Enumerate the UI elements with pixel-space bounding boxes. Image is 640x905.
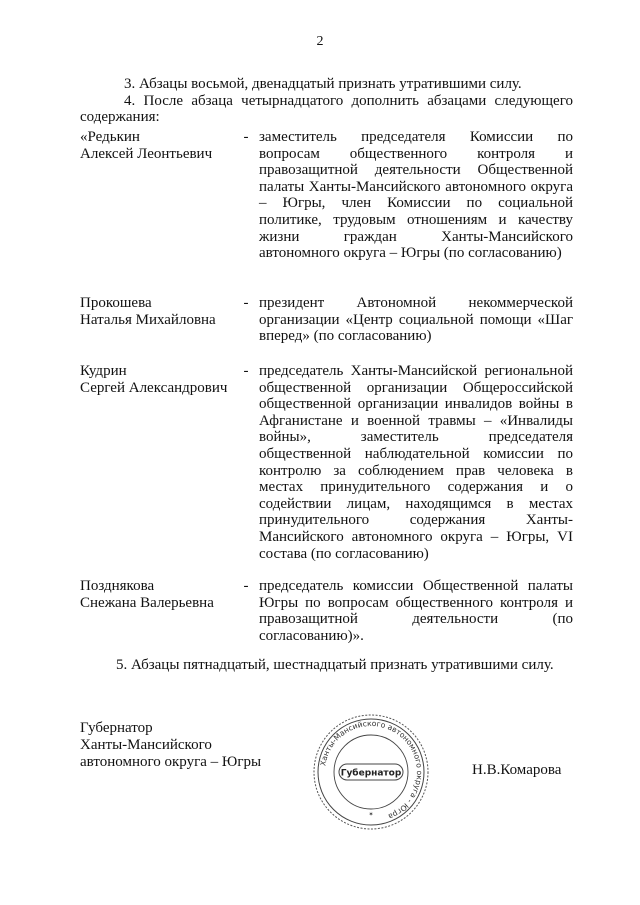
official-seal-stamp	[311, 712, 431, 832]
signatory-title-line: автономного округа – Югры	[80, 754, 262, 770]
member-surname: «Редькин	[80, 129, 140, 145]
member-surname: Позднякова	[80, 578, 155, 594]
member-entry-redkin	[80, 129, 573, 289]
member-given-names: Снежана Валерьевна	[80, 594, 214, 611]
member-surname: Прокошева	[80, 295, 152, 311]
member-dash: -	[243, 578, 249, 594]
member-description: президент Автономной некоммерческой организации «Центр социальной помощи «Шаг вперед» (по согласованию)	[259, 295, 573, 345]
page-number: 2	[316, 34, 324, 49]
member-given-names: Наталья Михайловна	[80, 311, 216, 328]
member-name	[80, 363, 250, 396]
member-given-names: Алексей Леонтьевич	[80, 145, 213, 162]
member-dash: -	[243, 295, 249, 311]
member-description: заместитель председателя Комиссии по вопросам общественного контроля и правозащитной деятельности Общественной палаты Ханты-Мансийского автономного округа – Югры, член Комиссии по социальной политике, трудовым отношениям и качеству жизни граждан Ханты-Мансийского автономного округа – Югры (по согласованию)	[259, 129, 573, 262]
member-given-names: Сергей Александрович	[80, 379, 228, 396]
paragraph-3: 3. Абзацы восьмой, двенадцатый признать утратившими силу.	[124, 76, 522, 92]
member-dash: -	[243, 363, 249, 379]
member-entry-pozdnyakova	[80, 578, 573, 648]
paragraph-5: 5. Абзацы пятнадцатый, шестнадцатый признать утратившими силу.	[116, 657, 554, 673]
member-description: председатель Ханты-Мансийской региональной общественной организации Общероссийской общественной организации инвалидов войны в Афганистане и военной травмы – «Инвалиды войны», заместитель председателя общественной наблюдательной комиссии по контролю за соблюдением прав человека в местах принудительного содержания и о содействии лицам, находящимся в местах принудительного содержания Ханты-Мансийского автономного округа – Югры, VI состава (по согласованию)	[259, 363, 573, 562]
signatory-title	[80, 720, 280, 771]
member-name	[80, 129, 250, 162]
member-name	[80, 295, 250, 328]
paragraph-4: 4. После абзаца четырнадцатого дополнить абзацами следующего содержания:	[80, 93, 573, 125]
member-name	[80, 578, 250, 611]
signatory-name: Н.В.Комарова	[472, 762, 562, 778]
member-surname: Кудрин	[80, 363, 127, 379]
member-entry-kudrin	[80, 363, 573, 573]
seal-center-text: Губернатор	[340, 768, 402, 779]
signatory-title-line: Губернатор	[80, 720, 153, 736]
signatory-title-line: Ханты-Мансийского	[80, 737, 212, 753]
member-description: председатель комиссии Общественной палаты Югры по вопросам общественного контроля и правозащитной деятельности (по согласованию)».	[259, 578, 573, 644]
seal-ring-text: Ханты-Мансийского автономного округа - Югра	[318, 718, 425, 822]
member-entry-prokosheva	[80, 295, 573, 355]
seal-star-icon: ✶	[368, 811, 374, 818]
member-dash: -	[243, 129, 249, 145]
